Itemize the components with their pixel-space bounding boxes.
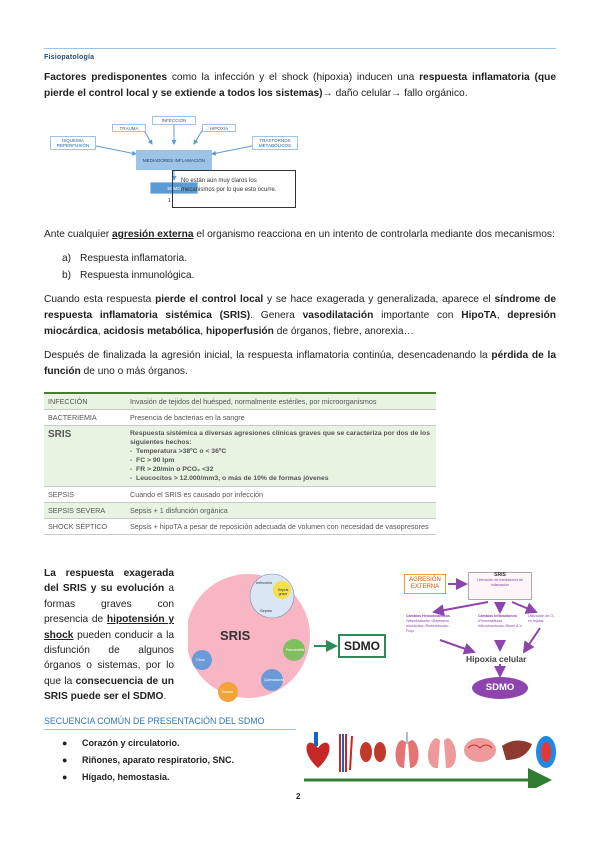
heart-icon xyxy=(306,732,329,768)
pancreatitis-label: Pancreatitis xyxy=(286,648,305,652)
organ-sequence-illustration xyxy=(300,728,556,788)
others-label: Otros xyxy=(196,658,205,662)
section-title: Fisiopatología xyxy=(44,54,95,61)
table-value: Invasión de tejidos del huésped, normalmente estériles, por microorganismos xyxy=(126,393,436,410)
list-item xyxy=(62,268,194,284)
lungs-icon xyxy=(396,732,419,768)
burns-label: Quemaduras xyxy=(264,678,285,682)
sris-box xyxy=(468,572,532,600)
table-row xyxy=(44,519,436,535)
box-trastornos: TRASTORNOS METABÓLICOS xyxy=(252,136,298,150)
table-row xyxy=(44,410,436,426)
table-key: BACTERIEMIA xyxy=(44,410,126,426)
sdmo-oval-label: SDMO xyxy=(485,682,515,693)
mechanisms-paragraph xyxy=(44,227,556,243)
intro-paragraph xyxy=(44,70,556,102)
intro-bold-1: Factores predisponentes xyxy=(44,72,168,83)
intro-text-1: como la infección y el shock (hipoxia) inducen una xyxy=(167,72,420,83)
cellular-hypoxia-label: Hipoxia celular xyxy=(466,654,527,664)
table-row xyxy=(44,393,436,410)
list-text: Respuesta inflamatoria. xyxy=(80,253,188,264)
table-key: SHOCK SÉPTICO xyxy=(44,519,126,535)
sris-criterion: FC > 90 lpm xyxy=(136,457,175,464)
sequence-item-text: Corazón y circulatorio. xyxy=(82,738,180,748)
table-value: Sepsis + hipoTA a pesar de reposición adecuada de volumen con necesidad de vasopresores xyxy=(126,519,436,535)
sris-label: SRIS xyxy=(220,628,251,643)
sequence-item: ● Corazón y circulatorio. xyxy=(62,738,180,748)
oxygen-utilization: Utilización de O₂ en tejidos xyxy=(528,614,555,623)
sequence-item: ● Hígado, hemostasia. xyxy=(62,772,170,782)
inflammatory-title: Cambios Inflamatorios xyxy=(478,614,517,618)
box-sdmo: SDMO xyxy=(150,182,198,194)
sris-definition: Respuesta sistémica a diversas agresiones clínicas graves que se caracteriza por dos de los siguientes hechos: xyxy=(130,430,430,446)
organ-strip-graphic xyxy=(300,728,556,788)
table-value: Sepsis + 1 disfunción orgánica xyxy=(126,503,436,519)
brain-icon xyxy=(464,738,496,762)
after-paragraph: Después de finalizada la agresión inicial, la respuesta inflamatoria continúa, desencadenando la pérdida de la función de uno o más órganos. xyxy=(44,350,556,377)
inflammatory-items: •Permeabilidad •Microtrombosis •Shunt A-V xyxy=(478,619,523,628)
box-trauma: TRAUMA xyxy=(112,124,146,132)
box-hipoxia: HIPOXIA xyxy=(202,124,236,132)
table-key: SEPSIS SEVERA xyxy=(44,503,126,519)
vessels-icon xyxy=(340,734,352,772)
hemodynamic-title: Cambios Hemodinámicos xyxy=(406,614,450,618)
table-row xyxy=(44,426,436,487)
sris-criterion: Leucocitos > 12.000/mm3, o más de 10% de formas jóvenes xyxy=(136,475,329,482)
sris-circle-diagram xyxy=(188,568,402,708)
table-key: SRIS xyxy=(44,426,126,487)
sris-evolution-paragraph: La respuesta exagerada del SRIS y su evolución a formas graves con presencia de hipotensión y shock pueden conducir a la disfunción de algunos órganos o sistemas, por lo que la consecuencia de un SRIS puede ser el SDMO. xyxy=(44,568,174,703)
sequence-heading: SECUENCIA COMÚN DE PRESENTACIÓN DEL SDMO xyxy=(44,716,265,726)
lungs-2-icon xyxy=(428,738,456,768)
table-key: SEPSIS xyxy=(44,487,126,503)
diagram-caption: 1 xyxy=(168,198,171,204)
header-rule xyxy=(44,48,556,49)
list-text: Respuesta inmunológica. xyxy=(80,270,195,281)
sris-paragraph: Cuando esta respuesta pierde el control local y se hace exagerada y generalizada, aparece el síndrome de respuesta inflamatoria sistémica (SRIS). Genera vasodilatación importante con HipoTA, depresión miocárdica, acidosis metabólica, hipoperfusión de órganos, fiebre, anorexia… xyxy=(44,294,557,337)
mech-bold-underline: agresión externa xyxy=(111,229,194,240)
list-label: b) xyxy=(62,270,72,281)
table-row xyxy=(44,487,436,503)
note-box: No están aún muy claros los mecanismos por lo que esto ocurre. xyxy=(172,170,296,208)
trauma-label: Trauma xyxy=(221,690,233,694)
sris-box-subtitle: Liberación de mediadores de inflamación xyxy=(476,578,524,587)
infection-label: Infección xyxy=(256,580,273,585)
intro-bold-2: respuesta inflamatoria (que pierde el control local y se extiende a todos los sistemas) xyxy=(44,72,556,99)
definitions-table xyxy=(44,392,436,535)
box-isquemia: ISQUEMIA REPERFUSIÓN xyxy=(50,136,96,150)
mech-text-2: el organismo reacciona en un intento de controlarla mediante dos mecanismos: xyxy=(193,229,555,240)
blood-vessel-icon xyxy=(536,736,556,768)
intro-text-2: → daño celular→ fallo orgánico. xyxy=(322,88,468,99)
severe-sepsis-label: Sepsis grave xyxy=(277,588,289,596)
table-key: INFECCIÓN xyxy=(44,393,126,410)
sris-criterion: Temperatura >38ºC o < 36ºC xyxy=(136,448,227,455)
table-row xyxy=(44,503,436,519)
table-value-sris: Respuesta sistémica a diversas agresiones clínicas graves que se caracteriza por dos de los siguientes hechos: - Temperatura >38ºC o < 36ºC - FC > 90 lpm - FR > 20/min o PCO₂ <32 - Leucocitos > 12.000/mm3, o más de 10% de formas jóvenes xyxy=(126,426,436,487)
mech-text-1: Ante cualquier xyxy=(44,229,112,240)
sepsis-label: Sepsis xyxy=(260,608,273,613)
sequence-item: ● Riñones, aparato respiratorio, SNC. xyxy=(62,755,235,765)
external-aggression-box: AGRESIÓN EXTERNA xyxy=(404,574,446,594)
sris-criterion: FR > 20/min o PCO₂ <32 xyxy=(136,466,214,473)
box-infeccion: INFECCIÓN xyxy=(152,116,196,125)
liver-icon xyxy=(502,740,532,760)
page-number: 2 xyxy=(296,792,301,801)
hemodynamic-items: •Vasodilatación •Depresión miocárdica •Redistribución Flujo xyxy=(406,619,450,633)
hemodynamic-changes xyxy=(406,614,452,634)
sequence-rule xyxy=(44,729,296,730)
table-value: Presencia de bacterias en la sangre xyxy=(126,410,436,426)
table-value: Cuando el SRIS es causado por infección xyxy=(126,487,436,503)
kidneys-icon xyxy=(360,742,386,762)
list-label: a) xyxy=(62,253,72,264)
sris-box-title: SRIS xyxy=(494,572,506,578)
inflammatory-changes xyxy=(478,614,524,629)
sequence-item-text: Hígado, hemostasia. xyxy=(82,772,170,782)
sdmo-box: SDMO xyxy=(338,634,386,658)
list-item xyxy=(62,251,187,267)
box-mediadores: MEDIADORES INFLAMACIÓN xyxy=(136,150,212,170)
sris-flow-diagram xyxy=(404,568,556,708)
sequence-item-text: Riñones, aparato respiratorio, SNC. xyxy=(82,755,235,765)
